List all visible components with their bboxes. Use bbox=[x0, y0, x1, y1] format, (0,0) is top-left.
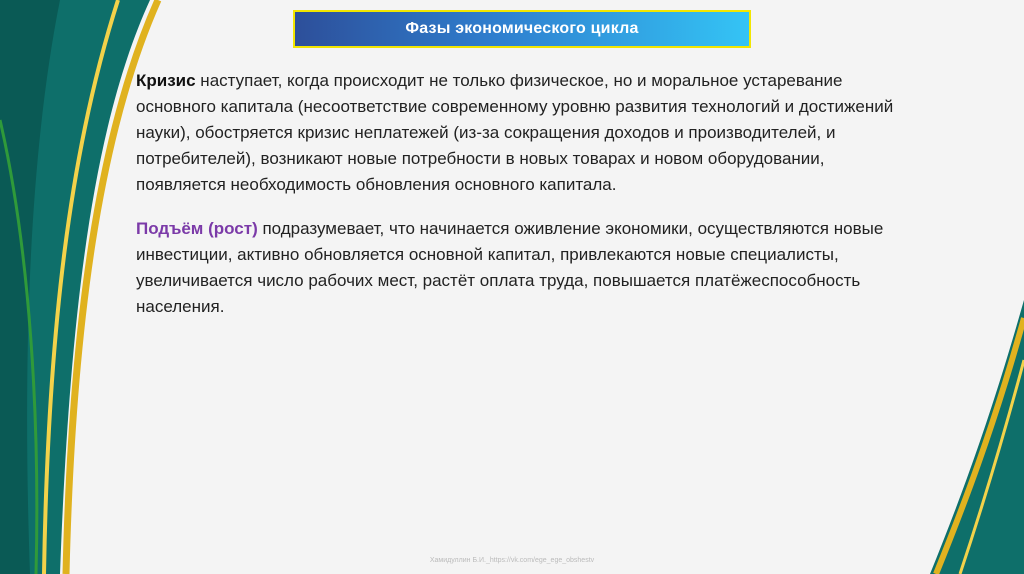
paragraph-crisis bbox=[136, 68, 896, 198]
paragraph-recovery bbox=[136, 216, 896, 320]
slide-title-box bbox=[293, 10, 751, 48]
footer-credit: Хамидуллин Б.И._https://vk.com/ege_ege_obshestv bbox=[429, 557, 595, 564]
term-recovery: Подъём (рост) bbox=[136, 219, 258, 238]
term-crisis: Кризис bbox=[136, 71, 196, 90]
paragraph-recovery-text: подразумевает, что начинается оживление экономики, осуществляются новые инвестиции, активно обновляется основной капитал, привлекаются новые специалисты, увеличивается число рабочих мест, растёт оплата труда, повышается платёжеспособность населения. bbox=[136, 219, 884, 316]
slide-title: Фазы экономического цикла bbox=[405, 20, 639, 37]
slide-content bbox=[136, 68, 896, 338]
paragraph-crisis-text: наступает, когда происходит не только физическое, но и моральное устаревание основного капитала (несоответствие современному уровню развития технологий и достижений науки), обостряется кризис неплатежей (из-за сокращения доходов и производителей, и потребителей), возникают новые потребности в новых товарах и новом оборудовании, появляется необходимость обновления основного капитала. bbox=[136, 71, 894, 194]
right-teal-band bbox=[930, 300, 1024, 574]
